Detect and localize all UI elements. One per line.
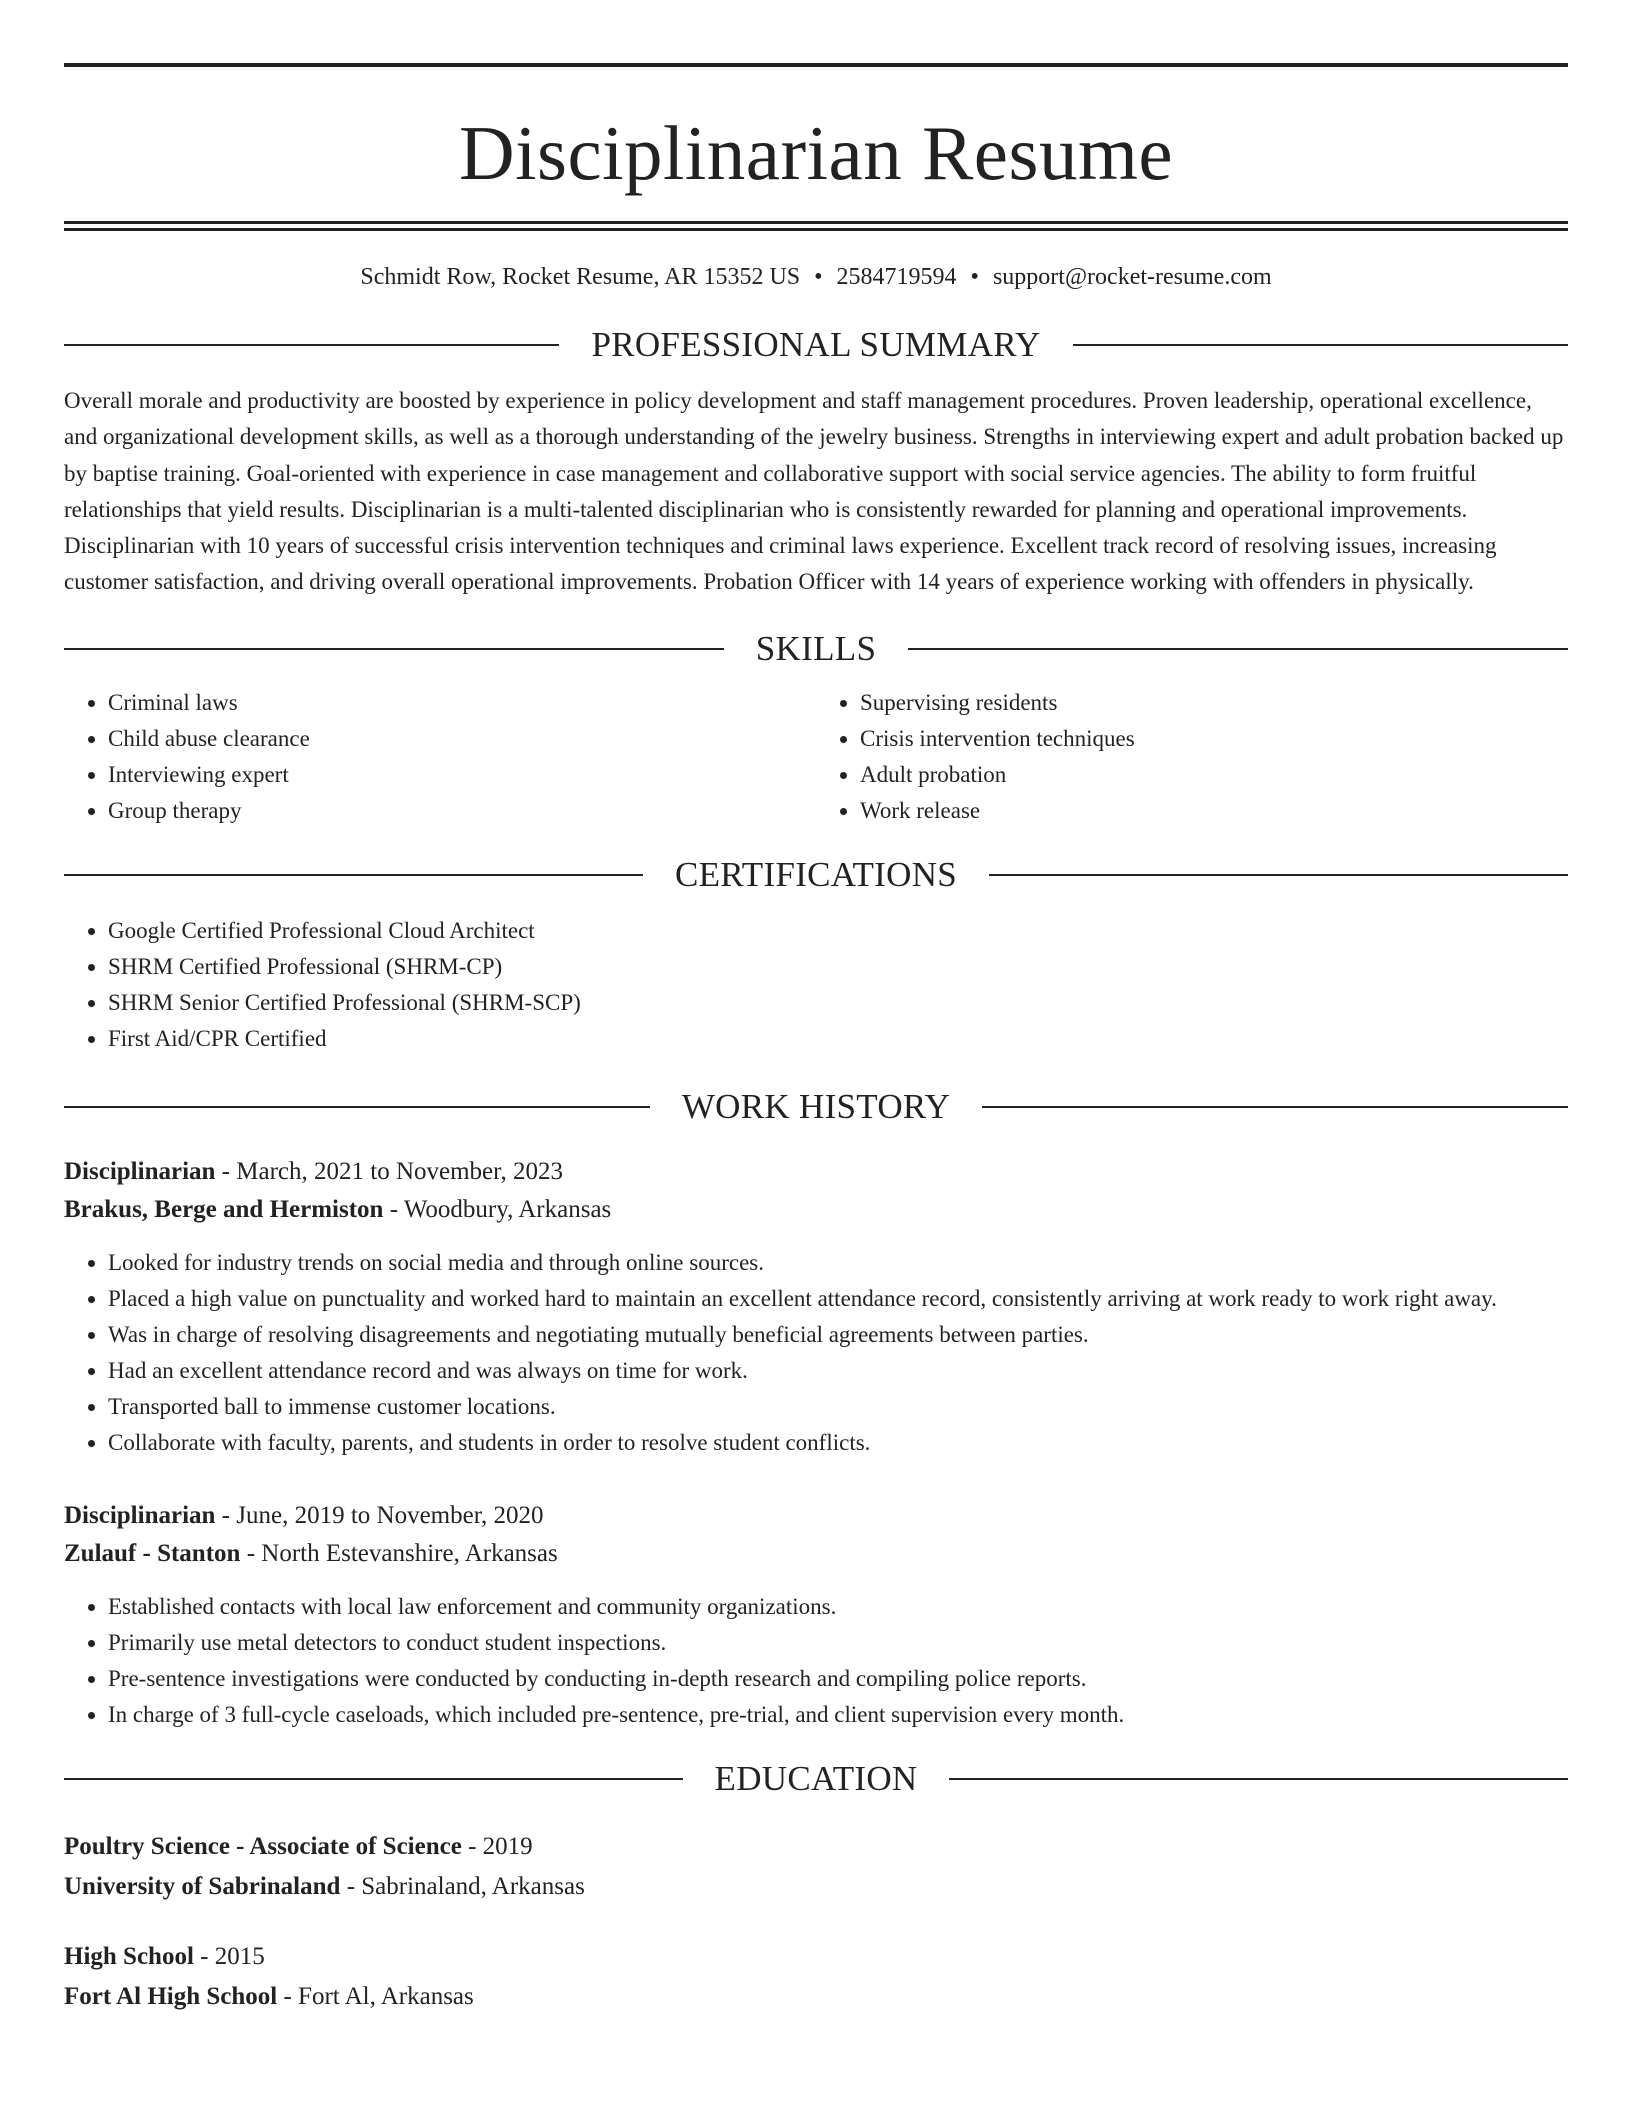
job-bullet: • Transported ball to immense customer locations.: [108, 1389, 1568, 1425]
job-title: Disciplinarian: [64, 1157, 216, 1185]
job-location: North Estevanshire, Arkansas: [261, 1539, 558, 1567]
education-school-line: [64, 1867, 1568, 1907]
contact-separator: •: [814, 264, 823, 290]
job-company-line: [64, 1535, 1568, 1573]
job-bullet: • Established contacts with local law enforcement and community organizations.: [108, 1589, 1568, 1625]
skills-list: [64, 685, 1568, 829]
job-company-line: [64, 1191, 1568, 1229]
education-degree: High School: [64, 1942, 194, 1970]
dash: -: [193, 1942, 215, 1970]
job-company: Brakus, Berge and Hermiston: [64, 1195, 384, 1223]
education-degree-line: [64, 1827, 1568, 1867]
education-entry: [64, 1937, 1568, 2017]
skill-item: • Group therapy: [108, 793, 816, 829]
skill-item: • Supervising residents: [860, 685, 1568, 721]
job-location: Woodbury, Arkansas: [403, 1195, 612, 1223]
heading-rule-left: [64, 648, 724, 650]
certification-item: • Google Certified Professional Cloud Architect: [108, 913, 1568, 949]
job-title: Disciplinarian: [64, 1501, 216, 1529]
certification-item: • First Aid/CPR Certified: [108, 1021, 1568, 1057]
skills-column-right: [816, 685, 1568, 829]
title-double-rule: [64, 221, 1568, 231]
job-bullet: • In charge of 3 full-cycle caseloads, which included pre-sentence, pre-trial, and client supervision every month.: [108, 1697, 1568, 1733]
skill-item: • Criminal laws: [108, 685, 816, 721]
job-bullet: • Was in charge of resolving disagreements and negotiating mutually beneficial agreements between parties.: [108, 1317, 1568, 1353]
heading-rule-right: [1073, 344, 1568, 346]
education-school: Fort Al High School: [64, 1982, 278, 2010]
job-bullet: • Had an excellent attendance record and was always on time for work.: [108, 1353, 1568, 1389]
heading-rule-right: [982, 1106, 1568, 1108]
dash: -: [240, 1539, 262, 1567]
contact-line: [64, 261, 1568, 293]
dash: -: [277, 1982, 299, 2010]
heading-rule-right: [989, 874, 1568, 876]
top-rule: [64, 63, 1568, 67]
dash: -: [383, 1195, 404, 1223]
resume-page: [64, 0, 1568, 2017]
job-title-line: [64, 1153, 1568, 1191]
page-title: Disciplinarian Resume: [458, 110, 1174, 196]
dash: -: [215, 1501, 237, 1529]
job-title-line: [64, 1497, 1568, 1535]
job-bullet: • Pre-sentence investigations were conducted by conducting in-depth research and compiling police reports.: [108, 1661, 1568, 1697]
heading-rule-left: [64, 874, 643, 876]
heading-rule-left: [64, 1778, 683, 1780]
heading-rule-left: [64, 344, 559, 346]
dash: -: [215, 1157, 237, 1185]
job-dates: June, 2019 to November, 2020: [236, 1501, 544, 1529]
education-location: Fort Al, Arkansas: [298, 1982, 474, 2010]
job-bullet: • Looked for industry trends on social media and through online sources.: [108, 1245, 1568, 1281]
education-degree: Poultry Science - Associate of Science: [64, 1832, 462, 1860]
job-bullet: • Primarily use metal detectors to conduct student inspections.: [108, 1625, 1568, 1661]
heading-rule-right: [949, 1778, 1568, 1780]
heading-rule-right: [908, 648, 1568, 650]
skills-heading-label: SKILLS: [755, 628, 877, 668]
education-year: 2015: [214, 1942, 265, 1970]
skills-heading: [64, 625, 1568, 673]
education-degree-line: [64, 1937, 1568, 1977]
education-school-line: [64, 1977, 1568, 2017]
certifications-list: [64, 913, 1568, 1057]
summary-text: Overall morale and productivity are boosted by experience in policy development and staff management procedures. Proven leadership, operational excellence, and organizational development skills, as well as a thorough understanding of the jewelry business. Strengths in interviewing expert and adult probation backed up by baptise training. Goal-oriented with experience in case management and collaborative support with social service agencies. The ability to form fruitful relationships that yield results. Disciplinarian is a multi-talented disciplinarian who is consistently rewarded for planning and operational improvements. Disciplinarian with 10 years of successful crisis intervention techniques and criminal laws experience. Excellent track record of resolving issues, increasing customer satisfaction, and driving overall operational improvements. Probation Officer with 14 years of experience working with offenders in physically.: [64, 388, 1564, 595]
job-company: Zulauf - Stanton: [64, 1539, 241, 1567]
contact-email: support@rocket-resume.com: [992, 264, 1272, 290]
heading-rule-left: [64, 1106, 650, 1108]
skill-item: • Interviewing expert: [108, 757, 816, 793]
contact-phone: 2584719594: [836, 264, 957, 290]
work-history-heading-label: WORK HISTORY: [681, 1086, 951, 1126]
education-entry: [64, 1827, 1568, 1907]
job-entry: [64, 1153, 1568, 1461]
dash: -: [461, 1832, 483, 1860]
summary-heading-label: PROFESSIONAL SUMMARY: [591, 325, 1041, 364]
education-year: 2019: [482, 1832, 533, 1860]
job-bullet: • Collaborate with faculty, parents, and students in order to resolve student conflicts.: [108, 1425, 1568, 1461]
contact-separator: •: [970, 264, 979, 290]
education-location: Sabrinaland, Arkansas: [361, 1872, 585, 1900]
skills-column-left: [64, 685, 816, 829]
job-bullet: • Placed a high value on punctuality and worked hard to maintain an excellent attendance record, consistently arriving at work ready to work right away.: [108, 1281, 1568, 1317]
education-heading: [64, 1755, 1568, 1803]
work-history-heading: [64, 1083, 1568, 1131]
job-bullets: [64, 1245, 1568, 1461]
dash: -: [340, 1872, 362, 1900]
summary-heading: [64, 321, 1568, 369]
job-dates: March, 2021 to November, 2023: [236, 1157, 563, 1185]
certifications-heading-label: CERTIFICATIONS: [674, 854, 958, 894]
education-heading-label: EDUCATION: [714, 1758, 918, 1798]
contact-address: Schmidt Row, Rocket Resume, AR 15352 US: [360, 264, 801, 290]
certifications-heading: [64, 851, 1568, 899]
skill-item: • Child abuse clearance: [108, 721, 816, 757]
job-entry: [64, 1497, 1568, 1733]
job-bullets: [64, 1589, 1568, 1733]
certification-item: • SHRM Certified Professional (SHRM-CP): [108, 949, 1568, 985]
skill-item: • Crisis intervention techniques: [860, 721, 1568, 757]
skill-item: • Adult probation: [860, 757, 1568, 793]
certification-item: • SHRM Senior Certified Professional (SHRM-SCP): [108, 985, 1568, 1021]
skill-item: • Work release: [860, 793, 1568, 829]
education-school: University of Sabrinaland: [64, 1872, 341, 1900]
